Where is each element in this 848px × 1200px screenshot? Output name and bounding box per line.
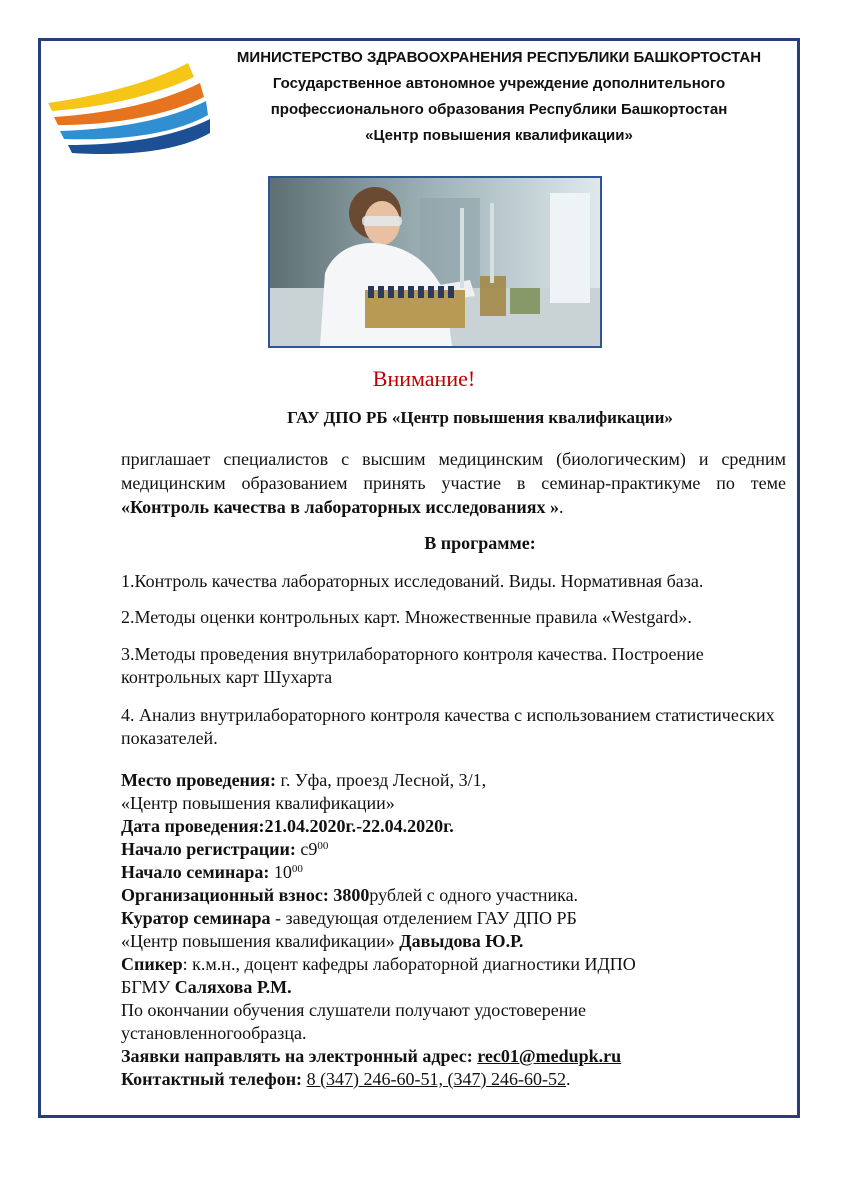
place-label: Место проведения: xyxy=(121,770,277,790)
speaker-line xyxy=(121,953,786,976)
place-line-2: «Центр повышения квалификации» xyxy=(121,793,395,813)
ministry-header xyxy=(214,45,784,149)
seminar-topic: «Контроль качества в лабораторных исследованиях » xyxy=(121,497,559,517)
speaker-name: Саляхова Р.М. xyxy=(174,977,292,997)
fee-amount: 3800 xyxy=(328,885,370,905)
lab-scene-image xyxy=(270,178,600,346)
program-item-3: 3.Методы проведения внутрилабораторного контроля качества. Построение контрольных карт Шухарта xyxy=(121,644,704,687)
curator-org: «Центр повышения квалификации» xyxy=(121,931,400,951)
date-line: Дата проведения:21.04.2020г.-22.04.2020г. xyxy=(121,816,454,836)
invitation-paragraph xyxy=(121,447,786,519)
phone-end: . xyxy=(566,1069,571,1089)
curator-line xyxy=(121,907,786,930)
email-label: Заявки направлять на электронный адрес: xyxy=(121,1046,478,1066)
speaker-line-2 xyxy=(121,976,786,999)
email-line xyxy=(121,1045,786,1068)
curator-name: Давыдова Ю.Р. xyxy=(399,931,524,951)
curator-line-2 xyxy=(121,930,786,953)
header-line-2: Государственное автономное учреждение дополнительного xyxy=(272,75,726,92)
certificate-line-2: установленногообразца. xyxy=(121,1023,307,1043)
organization-title: ГАУ ДПО РБ «Центр повышения квалификации» xyxy=(287,408,673,427)
speaker-label: Спикер xyxy=(121,954,183,974)
header-line-1: МИНИСТЕРСТВО ЗДРАВООХРАНЕНИЯ РЕСПУБЛИКИ БАШКОРТОСТАН xyxy=(236,49,762,66)
speaker-org: БГМУ xyxy=(121,977,175,997)
registration-label: Начало регистрации: xyxy=(121,839,296,859)
seminar-details xyxy=(121,769,786,1091)
registration-time: с9 xyxy=(295,839,318,859)
phone-label: Контактный телефон: xyxy=(121,1069,307,1089)
registration-minutes: 00 xyxy=(317,840,329,852)
curator-label: Куратор семинара xyxy=(121,908,271,928)
place-value: г. Уфа, проезд Лесной, 3/1, xyxy=(276,770,487,790)
attention-heading: Внимание! xyxy=(372,366,476,391)
phone-line xyxy=(121,1068,786,1091)
certificate-line-1: По окончании обучения слушатели получают удостоверение xyxy=(121,1000,587,1020)
program-item-1: 1.Контроль качества лабораторных исследований. Виды. Нормативная база. xyxy=(121,571,704,591)
phone-numbers[interactable]: 8 (347) 246-60-51, (347) 246-60-52 xyxy=(306,1069,567,1089)
header-line-3: профессионального образования Республики Башкортостан xyxy=(270,101,728,118)
laboratory-photo xyxy=(268,176,602,348)
program-title: В программе: xyxy=(424,533,536,553)
logo-waves-icon xyxy=(46,55,212,165)
place-line xyxy=(121,769,786,792)
invitation-end: . xyxy=(559,497,564,517)
start-line xyxy=(121,861,786,884)
header-line-4: «Центр повышения квалификации» xyxy=(365,127,633,144)
fee-label: Организационный взнос: xyxy=(121,885,329,905)
start-minutes: 00 xyxy=(291,863,303,875)
fee-line xyxy=(121,884,786,907)
speaker-value: : к.м.н., доцент кафедры лабораторной диагностики ИДПО xyxy=(182,954,636,974)
fee-rest: рублей с одного участника. xyxy=(369,885,579,905)
email-link[interactable]: rec01@medupk.ru xyxy=(477,1046,622,1066)
start-time: 10 xyxy=(269,862,292,882)
start-label: Начало семинара: xyxy=(121,862,270,882)
program-item-2: 2.Методы оценки контрольных карт. Множественные правила «Westgard». xyxy=(121,607,692,627)
program-item-4: 4. Анализ внутрилабораторного контроля качества с использованием статистических показателей. xyxy=(121,705,775,748)
invitation-text: приглашает специалистов с высшим медицинским (биологическим) и средним медицинским образованием принять участие в семинар-практикуме по теме xyxy=(121,449,786,493)
curator-value: - заведующая отделением ГАУ ДПО РБ xyxy=(270,908,577,928)
registration-line xyxy=(121,838,786,861)
